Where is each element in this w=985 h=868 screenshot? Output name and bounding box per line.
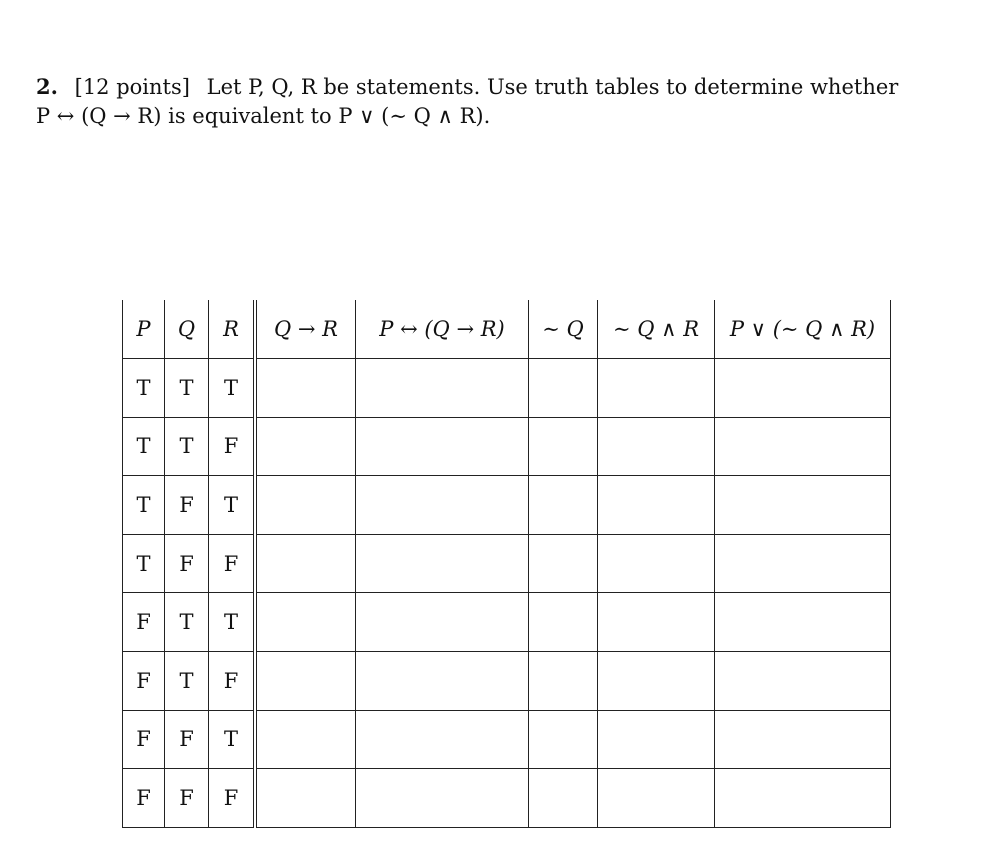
truth-value-cell: T <box>209 359 256 418</box>
answer-blank-cell[interactable] <box>356 651 529 710</box>
answer-blank-cell[interactable] <box>598 710 715 769</box>
table-row <box>123 534 891 593</box>
truth-value-cell: T <box>123 359 165 418</box>
answer-blank-cell[interactable] <box>715 593 891 652</box>
question-number: 2. <box>36 74 58 99</box>
truth-value-cell: F <box>165 710 209 769</box>
truth-value-cell: T <box>123 417 165 476</box>
header-p: P <box>123 300 165 359</box>
problem-text-1: Let P, Q, R be statements. Use truth tables to determine whether <box>206 75 899 99</box>
answer-blank-cell[interactable] <box>255 769 356 828</box>
header-not-q-and-r: ∼ Q ∧ R <box>598 300 715 359</box>
answer-blank-cell[interactable] <box>715 534 891 593</box>
header-r: R <box>209 300 256 359</box>
answer-blank-cell[interactable] <box>529 593 598 652</box>
table-row <box>123 359 891 418</box>
problem-text-2: P ↔ (Q → R) is equivalent to P ∨ (∼ Q ∧ R). <box>36 104 491 128</box>
answer-blank-cell[interactable] <box>529 476 598 535</box>
truth-value-cell: F <box>209 769 256 828</box>
truth-value-cell: F <box>123 769 165 828</box>
answer-blank-cell[interactable] <box>715 359 891 418</box>
answer-blank-cell[interactable] <box>356 476 529 535</box>
truth-value-cell: F <box>123 593 165 652</box>
answer-blank-cell[interactable] <box>529 769 598 828</box>
header-p-iff-q-implies-r: P ↔ (Q → R) <box>356 300 529 359</box>
answer-blank-cell[interactable] <box>356 593 529 652</box>
answer-blank-cell[interactable] <box>715 651 891 710</box>
answer-blank-cell[interactable] <box>598 534 715 593</box>
header-q-implies-r: Q → R <box>255 300 356 359</box>
table-row <box>123 769 891 828</box>
answer-blank-cell[interactable] <box>356 534 529 593</box>
answer-blank-cell[interactable] <box>356 417 529 476</box>
answer-blank-cell[interactable] <box>529 651 598 710</box>
answer-blank-cell[interactable] <box>715 769 891 828</box>
truth-value-cell: T <box>209 476 256 535</box>
truth-value-cell: T <box>165 651 209 710</box>
answer-blank-cell[interactable] <box>598 769 715 828</box>
table-row <box>123 651 891 710</box>
answer-blank-cell[interactable] <box>598 651 715 710</box>
truth-value-cell: T <box>165 417 209 476</box>
answer-blank-cell[interactable] <box>255 359 356 418</box>
answer-blank-cell[interactable] <box>598 593 715 652</box>
table-row <box>123 593 891 652</box>
header-not-q: ∼ Q <box>529 300 598 359</box>
points-label: [12 points] <box>74 75 190 99</box>
answer-blank-cell[interactable] <box>529 417 598 476</box>
truth-value-cell: F <box>209 651 256 710</box>
truth-table-body <box>123 359 891 828</box>
answer-blank-cell[interactable] <box>715 710 891 769</box>
truth-value-cell: F <box>165 476 209 535</box>
problem-statement <box>36 72 936 131</box>
answer-blank-cell[interactable] <box>255 710 356 769</box>
header-q: Q <box>165 300 209 359</box>
answer-blank-cell[interactable] <box>598 417 715 476</box>
answer-blank-cell[interactable] <box>715 417 891 476</box>
truth-value-cell: F <box>165 769 209 828</box>
answer-blank-cell[interactable] <box>598 476 715 535</box>
table-row <box>123 417 891 476</box>
truth-value-cell: T <box>165 593 209 652</box>
answer-blank-cell[interactable] <box>255 593 356 652</box>
answer-blank-cell[interactable] <box>356 359 529 418</box>
truth-value-cell: T <box>165 359 209 418</box>
table-row <box>123 476 891 535</box>
answer-blank-cell[interactable] <box>598 359 715 418</box>
truth-value-cell: F <box>209 534 256 593</box>
truth-value-cell: F <box>123 651 165 710</box>
truth-value-cell: T <box>123 476 165 535</box>
problem-line-1 <box>36 72 936 102</box>
answer-blank-cell[interactable] <box>529 534 598 593</box>
header-p-or-not-q-and-r: P ∨ (∼ Q ∧ R) <box>715 300 891 359</box>
truth-value-cell: F <box>209 417 256 476</box>
truth-value-cell: T <box>123 534 165 593</box>
answer-blank-cell[interactable] <box>255 651 356 710</box>
truth-table <box>122 300 891 828</box>
answer-blank-cell[interactable] <box>529 710 598 769</box>
answer-blank-cell[interactable] <box>356 710 529 769</box>
truth-value-cell: T <box>209 593 256 652</box>
table-row <box>123 710 891 769</box>
problem-line-2 <box>36 102 936 131</box>
answer-blank-cell[interactable] <box>255 417 356 476</box>
answer-blank-cell[interactable] <box>255 534 356 593</box>
answer-blank-cell[interactable] <box>529 359 598 418</box>
truth-value-cell: F <box>165 534 209 593</box>
truth-table-header-row <box>123 300 891 359</box>
truth-value-cell: T <box>209 710 256 769</box>
answer-blank-cell[interactable] <box>356 769 529 828</box>
answer-blank-cell[interactable] <box>715 476 891 535</box>
truth-value-cell: F <box>123 710 165 769</box>
answer-blank-cell[interactable] <box>255 476 356 535</box>
